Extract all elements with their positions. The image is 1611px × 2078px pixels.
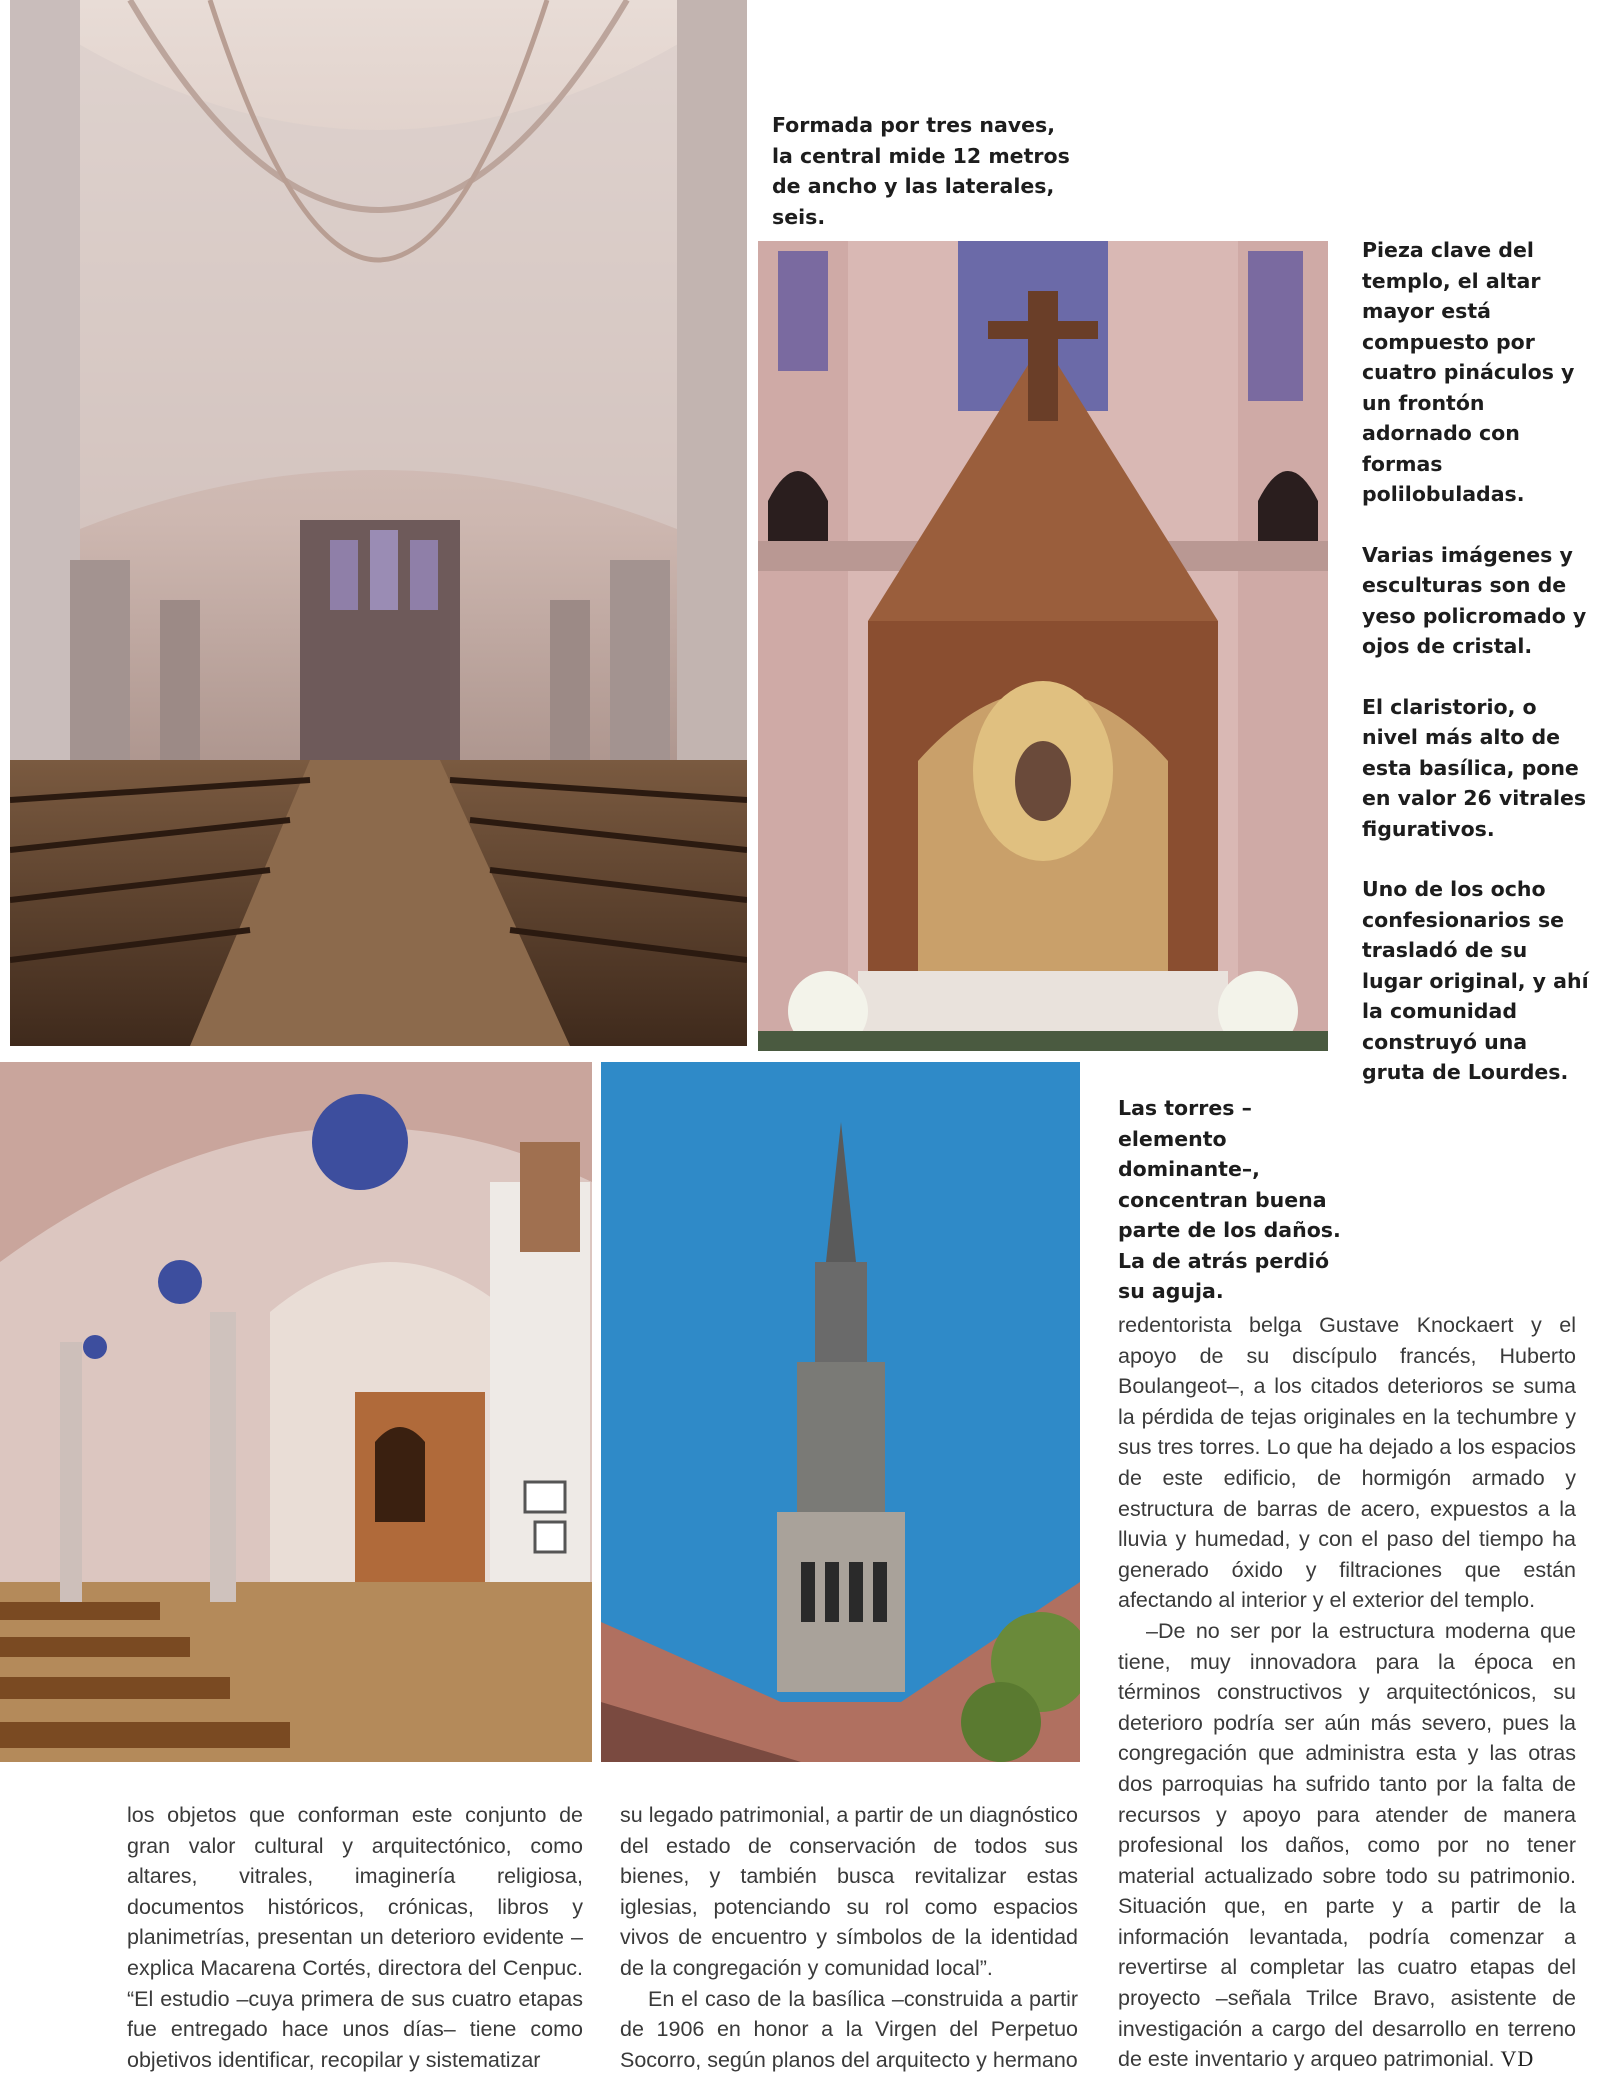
article-col-3-para-2-text: –De no ser por la estructura moderna que tiene, muy innovadora para la época en términos constructivos y arquitectónicos, su deterioro podría ser aún más severo, pues la congregación que administra esta y las otras dos parroquias ha sufrido tanto por la falta de recursos y apoyo para atender de manera profesional los daños, como por no tener material actualizado sobre todo su patrimonio. Situación que, en parte y a partir de la información levantada, podría comenzar a revertirse al completar las cuatro etapas del proyecto –señala Trilce Bravo, asistente de investigación a cargo del desarrollo en terreno de este inventario y arqueo patrimonial. bbox=[1118, 1618, 1576, 2072]
aisle-illustration bbox=[0, 1062, 592, 1762]
caption-imagenes: Varias imágenes y esculturas son de yeso policromado y ojos de cristal. bbox=[1362, 542, 1587, 658]
caption-claristorio: El claristorio, o nivel más alto de esta basílica, pone en valor 26 vitrales figurativos. bbox=[1362, 694, 1587, 841]
photo-tower bbox=[601, 1062, 1080, 1762]
photo-side-aisle bbox=[0, 1062, 592, 1762]
article-col-1 bbox=[127, 1800, 583, 2075]
caption-confesionarios: Uno de los ocho confesionarios se trasladó de su lugar original, y ahí la comunidad construyó una gruta de Lourdes. bbox=[1362, 877, 1589, 1084]
nave-illustration bbox=[10, 0, 747, 1046]
article-col-2-para-1: su legado patrimonial, a partir de un diagnóstico del estado de conservación de todos sus bienes, y también busca revitalizar estas iglesias, potenciando su rol como espacios vivos de encuentro y símbolos de la identidad de la congregación y comunidad local”. bbox=[620, 1803, 1078, 1980]
caption-naves bbox=[772, 110, 1072, 262]
article-col-3-para-2 bbox=[1118, 1616, 1576, 2075]
caption-naves-text: Formada por tres naves, la central mide 12 metros de ancho y las laterales, seis. bbox=[772, 113, 1070, 229]
article-col-3 bbox=[1118, 1310, 1576, 2075]
article-col-3-para-1: redentorista belga Gustave Knockaert y el apoyo de su discípulo francés, Huberto Boulangeot–, a los citados deterioros se suma la pérdida de tejas originales en la techumbre y sus tres torres. Lo que ha dejado a los espacios de este edificio, de hormigón armado y estructura de barras de acero, expuestos a la lluvia y humedad, y con el paso del tiempo ha generado óxido y filtraciones que están afectando al interior y el exterior del templo. bbox=[1118, 1313, 1576, 1613]
caption-altar: Pieza clave del templo, el altar mayor está compuesto por cuatro pináculos y un frontón adornado con formas polilobuladas. bbox=[1362, 238, 1575, 506]
article-col-2-para-2: En el caso de la basílica –construida a partir de 1906 en honor a la Virgen del Perpetuo Socorro, según planos del arquitecto y hermano bbox=[620, 1986, 1078, 2072]
caption-right-column bbox=[1362, 235, 1592, 1118]
altar-illustration bbox=[758, 241, 1328, 1051]
end-mark: VD bbox=[1500, 2046, 1535, 2072]
article-col-1-text: los objetos que conforman este conjunto de gran valor cultural y arquitectónico, como altares, vitrales, imaginería religiosa, documentos históricos, crónicas, libros y planimetrías, presentan un deterioro evidente –explica Macarena Cortés, directora del Cenpuc. “El estudio –cuya primera de sus cuatro etapas fue entregado hace unos días– tiene como objetivos identificar, recopilar y sistematizar bbox=[127, 1803, 583, 2072]
caption-torres-text: Las torres –elemento dominante–, concentran buena parte de los daños. La de atrás perdió su aguja. bbox=[1118, 1096, 1341, 1303]
caption-torres bbox=[1118, 1093, 1358, 1337]
tower-illustration bbox=[601, 1062, 1080, 1762]
photo-nave bbox=[10, 0, 747, 1046]
article-col-2 bbox=[620, 1800, 1078, 2075]
photo-altar bbox=[758, 241, 1328, 1051]
